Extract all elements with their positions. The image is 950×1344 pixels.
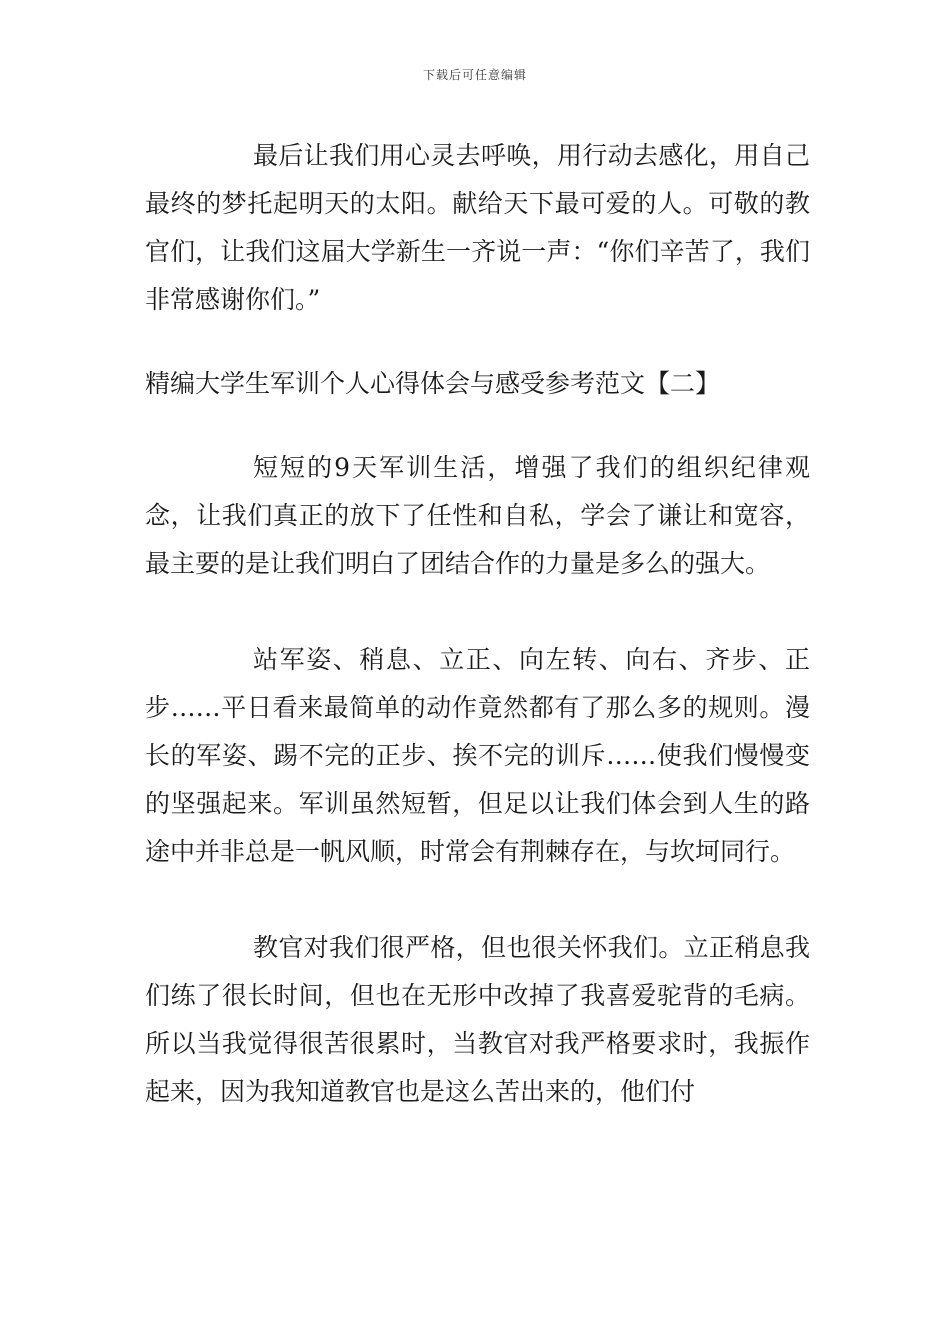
paragraph-drills: 站军姿、稍息、立正、向左转、向右、齐步、正步……平日看来最简单的动作竟然都有了那么多的规则。漫长的军姿、踢不完的正步、挨不完的训斥……使我们慢慢变的坚强起来。军训虽然短暂，但足以让我们体会到人生的路途中并非总是一帆风顺，时常会有荆棘存在，与坎坷同行。 [145,645,810,866]
page-header-note: 下载后可任意编辑 [422,68,527,82]
document-body [145,132,810,1116]
paragraph-instructors: 教官对我们很严格，但也很关怀我们。立正稍息我们练了很长时间，但也在无形中改掉了我喜爱驼背的毛病。所以当我觉得很苦很累时，当教官对我严格要求时，我振作起来，因为我知道教官也是这么苦出来的，他们付 [145,933,810,1106]
paragraph-closing: 最后让我们用心灵去呼唤，用行动去感化，用自己最终的梦托起明天的太阳。献给天下最可爱的人。可敬的教官们，让我们这届大学新生一齐说一声：“你们辛苦了，我们非常感谢你们。” [145,141,810,314]
section-heading: 精编大学生军训个人心得体会与感受参考范文【二】 [145,369,721,398]
paragraph-training-days: 短短的9天军训生活，增强了我们的组织纪律观念，让我们真正的放下了任性和自私，学会了谦让和宽容，最主要的是让我们明白了团结合作的力量是多么的强大。 [145,453,810,578]
